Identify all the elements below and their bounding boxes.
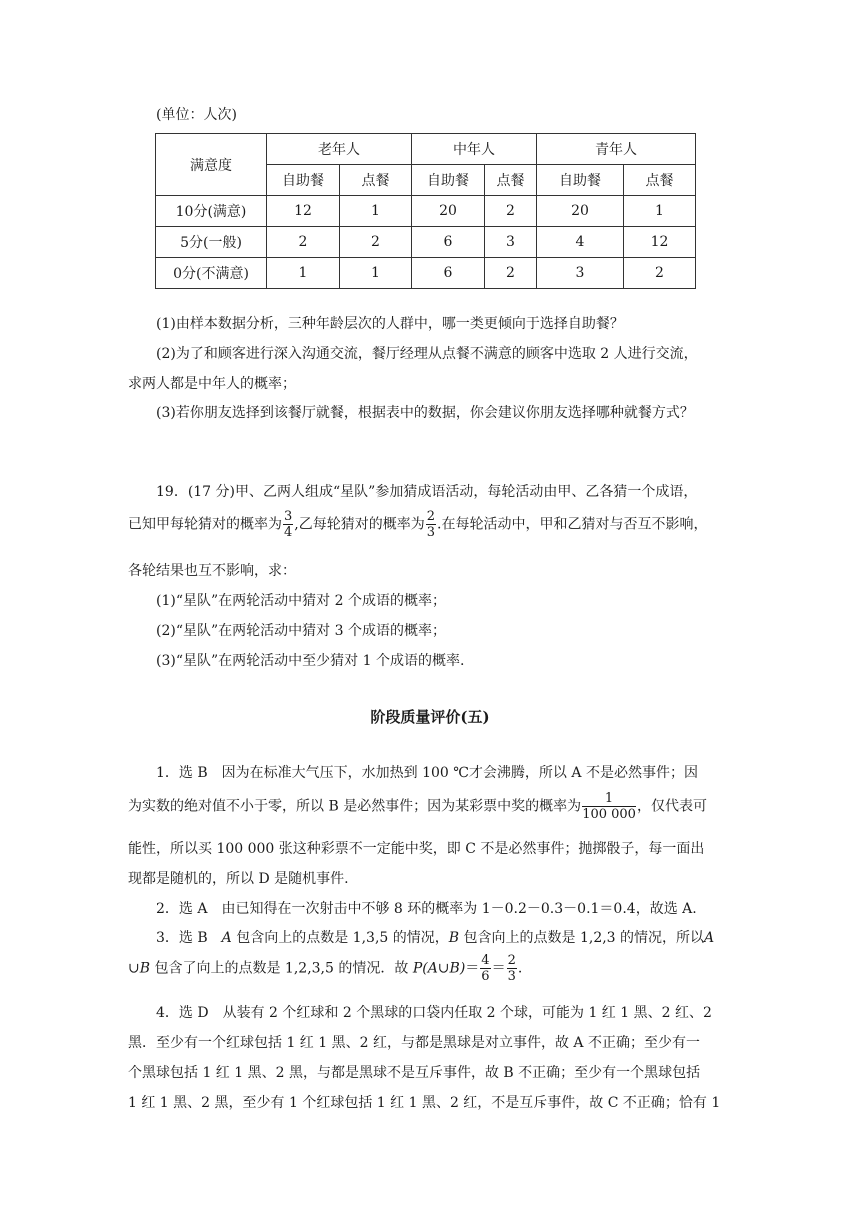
answer3-line1 <box>156 927 714 947</box>
answer1-line3: 能性，所以买 100 000 张这种彩票不一定能中奖，即 C 不是必然事件；抛掷骰子，每一面出 <box>128 841 705 857</box>
subheader-cell: 自助餐 <box>412 165 485 196</box>
table-cell: 4 <box>537 227 624 258</box>
table-cell: 1 <box>624 196 696 227</box>
table-cell: 3 <box>537 258 624 289</box>
section-heading: 阶段质量评价(五) <box>370 708 490 726</box>
q18-part1: (1)由样本数据分析，三种年龄层次的人群中，哪一类更倾向于选择自助餐？ <box>156 316 624 332</box>
q19-line2 <box>128 510 707 539</box>
table-header-row <box>156 134 696 165</box>
group-header-elderly: 老年人 <box>267 134 412 165</box>
fraction-one-in-100000: $\frac{1}{100 000}$ <box>582 791 636 822</box>
answer2: 2．选 A 由已知得在一次射击中不够 8 环的概率为 1－0.2－0.3－0.1＝0.4，故选 A. <box>156 901 697 917</box>
q19-line1: 19．(17 分)甲、乙两人组成“星队”参加猜成语活动，每轮活动由甲、乙各猜一个成语， <box>156 484 698 500</box>
subheader-cell: 点餐 <box>485 165 537 196</box>
satisfaction-table <box>155 133 696 289</box>
q18-part3: (3)若你朋友选择到该餐厅就餐，根据表中的数据，你会建议你朋友选择哪种就餐方式？ <box>156 405 694 421</box>
table-cell: 20 <box>537 196 624 227</box>
q18-part2-line2: 求两人都是中年人的概率； <box>128 376 296 392</box>
equals-sign: ＝ <box>465 960 480 977</box>
probability-expression: P(A∪B) <box>412 960 466 977</box>
event-a: A <box>704 930 715 946</box>
table-corner-cell: 满意度 <box>156 134 267 196</box>
table-cell: 1 <box>267 258 340 289</box>
table-cell: 3 <box>485 227 537 258</box>
row-label-cell: 0分(不满意) <box>156 258 267 289</box>
event-b: B <box>139 960 151 977</box>
table-cell: 1 <box>340 258 412 289</box>
answer4-line1: 4．选 D 从装有 2 个红球和 2 个黑球的口袋内任取 2 个球，可能为 1 红 1 黑、2 红、2 <box>156 1005 712 1021</box>
q19-sub1: (1)“星队”在两轮活动中猜对 2 个成语的概率； <box>156 593 446 609</box>
answer3-text: 包含向上的点数是 1,3,5 的情况， <box>231 930 449 946</box>
fraction-three-quarters: $\frac{3}{4}$ <box>284 509 293 540</box>
equals-sign: ＝ <box>491 960 506 977</box>
union-symbol: ∪ <box>128 960 140 977</box>
answer3-text: 包含向上的点数是 1,2,3 的情况，所以 <box>459 930 705 946</box>
fraction-two-thirds: $\frac{2}{3}$ <box>426 509 436 540</box>
period: . <box>517 960 523 977</box>
group-header-young: 青年人 <box>537 134 696 165</box>
table-row <box>156 258 696 289</box>
table-cell: 2 <box>267 227 340 258</box>
table-row <box>156 227 696 258</box>
q19-line2-text-a: 已知甲每轮猜对的概率为 <box>128 516 282 533</box>
answer1-line2 <box>128 792 707 821</box>
fraction-two-thirds-answer: $\frac{2}{3}$ <box>507 953 516 984</box>
subheader-cell: 点餐 <box>624 165 696 196</box>
answer3-line2 <box>128 954 522 983</box>
table-cell: 12 <box>267 196 340 227</box>
subheader-cell: 点餐 <box>340 165 412 196</box>
row-label-cell: 10分(满意) <box>156 196 267 227</box>
answer1-line2-text-b: ，仅代表可 <box>636 798 707 815</box>
answer1-line4: 现都是随机的，所以 D 是随机事件. <box>128 871 349 887</box>
q19-sub3: (3)“星队”在两轮活动中至少猜对 1 个成语的概率. <box>156 653 465 669</box>
table-cell: 2 <box>485 258 537 289</box>
row-label-cell: 5分(一般) <box>156 227 267 258</box>
group-header-middle-aged: 中年人 <box>412 134 537 165</box>
answer4-line4: 1 红 1 黑、2 黑，至少有 1 个红球包括 1 红 1 黑、2 红，不是互斥事件，故 C 不正确；恰有 1 <box>128 1095 721 1111</box>
table-cell: 2 <box>624 258 696 289</box>
q19-sub2: (2)“星队”在两轮活动中猜对 3 个成语的概率； <box>156 623 446 639</box>
q19-line2-text-c: .在每轮活动中，甲和乙猜对与否互不影响， <box>437 516 708 533</box>
subheader-cell: 自助餐 <box>267 165 340 196</box>
q19-line3: 各轮结果也互不影响，求： <box>128 563 296 579</box>
event-b: B <box>448 930 460 946</box>
table-cell: 2 <box>485 196 537 227</box>
table-cell: 20 <box>412 196 485 227</box>
table-cell: 12 <box>624 227 696 258</box>
answer3-text: 包含了向上的点数是 1,2,3,5 的情况．故 <box>150 960 413 977</box>
unit-label: (单位：人次) <box>156 107 237 123</box>
answer4-line2: 黑．至少有一个红球包括 1 红 1 黑、2 红，与都是黑球是对立事件，故 A 不正确；至少有一 <box>128 1035 700 1051</box>
answer1-line2-text-a: 为实数的绝对值不小于零，所以 B 是必然事件；因为某彩票中奖的概率为 <box>128 798 582 815</box>
answer4-line3: 个黑球包括 1 红 1 黑、2 黑，与都是黑球不是互斥事件，故 B 不正确；至少有一个黑球包括 <box>128 1065 701 1081</box>
subheader-cell: 自助餐 <box>537 165 624 196</box>
q19-line2-text-b: ,乙每轮猜对的概率为 <box>294 516 425 533</box>
table-cell: 1 <box>340 196 412 227</box>
table-cell: 6 <box>412 258 485 289</box>
q18-part2-line1: (2)为了和顾客进行深入沟通交流，餐厅经理从点餐不满意的顾客中选取 2 人进行交流， <box>156 346 698 362</box>
table-row <box>156 196 696 227</box>
table-cell: 6 <box>412 227 485 258</box>
table-cell: 2 <box>340 227 412 258</box>
answer1-line1: 1．选 B 因为在标准大气压下，水加热到 100 ℃才会沸腾，所以 A 不是必然事件；因 <box>156 765 698 781</box>
fraction-four-sixths: $\frac{4}{6}$ <box>481 953 490 984</box>
event-a: A <box>221 930 232 946</box>
answer3-text: 3．选 B <box>156 930 222 946</box>
